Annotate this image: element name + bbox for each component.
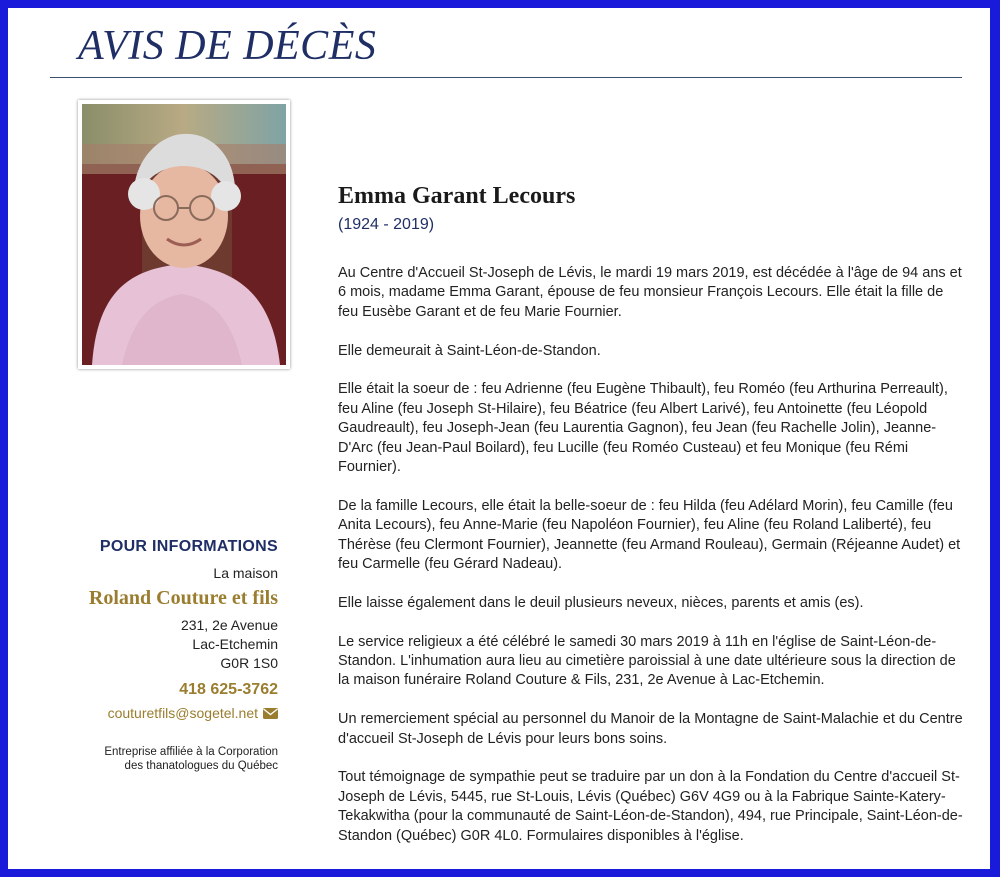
life-years: (1924 - 2019) — [338, 216, 435, 233]
info-heading: POUR INFORMATIONS — [99, 538, 278, 555]
phone-link[interactable]: 418 625-3762 — [179, 681, 278, 698]
notice-paragraph: Au Centre d'Accueil St-Joseph de Lévis, le mardi 19 mars 2019, est décédée à l'âge de 94 ans et 6 mois, madame Emma Garant, épouse de feu monsieur François Lecours. Elle était la fille de feu Eusèbe Garant et de feu Marie Fournier. — [338, 265, 962, 320]
postal-code: G0R 1S0 — [220, 655, 278, 671]
notice-frame — [8, 8, 990, 869]
email-address[interactable]: couturetfils@sogetel.net — [107, 705, 258, 721]
notice-paragraph: Le service religieux a été célébré le samedi 30 mars 2019 à 11h en l'église de Saint-Léon-de-Standon. L'inhumation aura lieu au cimetière paroissial à une date ultérieure sous la direction de la maison funéraire Roland Couture & Fils, 231, 2e Avenue à Lac-Etchemin. — [338, 633, 956, 689]
deceased-name: Emma Garant Lecours — [338, 183, 576, 209]
notice-paragraph: Elle demeurait à Saint-Léon-de-Standon. — [338, 342, 601, 359]
address-line-1: 231, 2e Avenue — [180, 617, 278, 633]
affiliation-note — [68, 745, 278, 773]
notice-paragraph: Un remerciement spécial au personnel du Manoir de la Montagne de Saint-Malachie et du Centre d'accueil St-Joseph de Lévis pour leurs bons soins. — [338, 711, 963, 747]
portrait-image — [82, 104, 286, 365]
notice-paragraph: De la famille Lecours, elle était la belle-soeur de : feu Hilda (feu Adélard Morin), feu Camille (feu Anita Lecours), feu Anne-Marie (feu Napoléon Fournier), feu Aline (feu Roland Laliberté), feu Thérèse (feu Clermont Fournier), Jeannette (feu Armand Rouleau), Germain (Réjeanne Audet) et feu Carmelle (feu Gérard Nadeau). — [338, 497, 961, 573]
envelope-icon — [263, 708, 278, 719]
notice-paragraph: Elle laisse également dans le deuil plusieurs neveux, nièces, parents et amis (es). — [338, 594, 864, 611]
email-link[interactable] — [108, 705, 278, 721]
address-line-2: Lac-Etchemin — [192, 636, 278, 652]
info-panel — [68, 538, 278, 773]
notice-paragraph: Tout témoignage de sympathie peut se traduire par un don à la Fondation du Centre d'accueil St-Joseph de Lévis, 5445, rue St-Louis, Lévis (Québec) G6V 4G9 ou à la Fabrique Sainte-Katery-Tekakwitha (pour la communauté de Saint-Léon-de-Standon), 494, rue Principale, Saint-Léon-de-Standon (Québec) G0R 4L0. Formulaires disponibles à l'église. — [338, 769, 963, 844]
affiliation-line-1: Entreprise affiliée à la Corporation — [104, 746, 278, 758]
notice-body — [338, 264, 963, 865]
page-title: AVIS DE DÉCÈS — [78, 23, 377, 69]
notice-paragraph: Elle était la soeur de : feu Adrienne (feu Eugène Thibault), feu Roméo (feu Arthurina Perreault), feu Aline (feu Joseph St-Hilaire), feu Béatrice (feu Albert Larivé), feu Antoinette (feu Léopold Gaudreault), feu Joseph-Jean (feu Laurentia Gagnon), feu Jean (feu Rachelle Jolin), Jeanne-D'Arc (feu Jean-Paul Boilard), feu Lucille (feu Roméo Custeau) et feu Monique (feu Rémi Fournier). — [338, 381, 948, 476]
portrait-photo — [78, 100, 290, 369]
title-divider — [50, 77, 962, 78]
funeral-home-name: Roland Couture et fils — [88, 587, 278, 609]
affiliation-line-2: des thanatologues du Québec — [124, 760, 278, 772]
funeral-home-prefix: La maison — [213, 565, 278, 581]
